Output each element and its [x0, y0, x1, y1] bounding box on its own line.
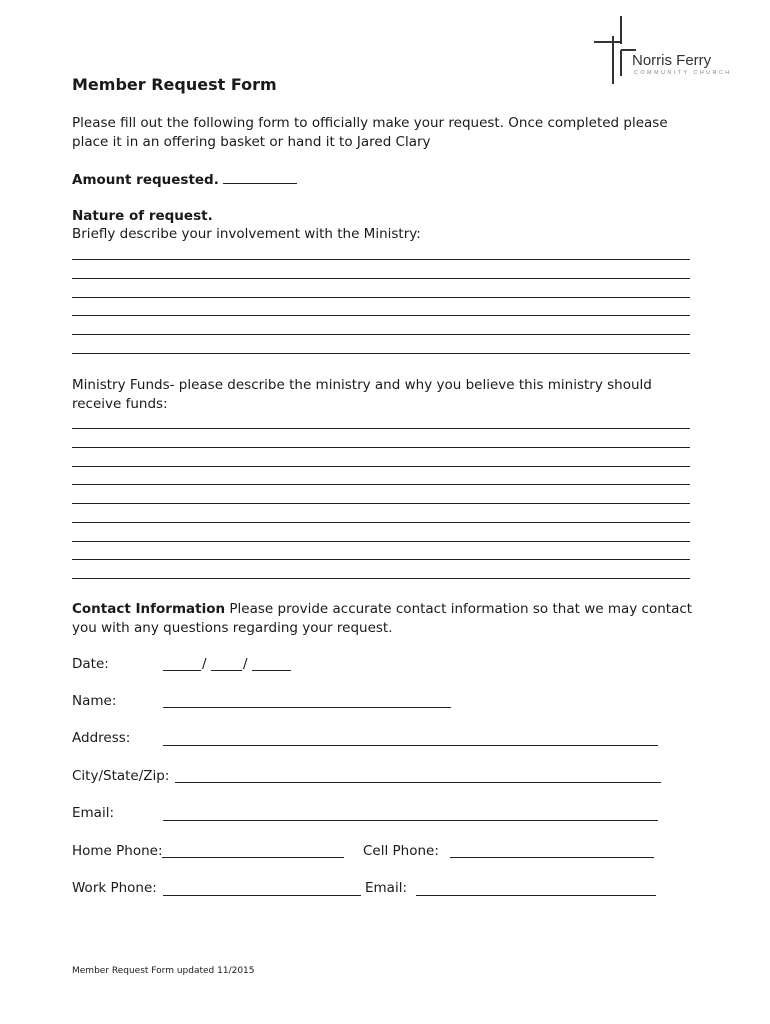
nature-line[interactable]: [72, 259, 690, 260]
name-label: Name:: [72, 693, 117, 709]
date-label: Date:: [72, 656, 109, 672]
contact-heading: Contact Information: [72, 601, 226, 617]
funds-line[interactable]: [72, 522, 690, 523]
email-secondary-field[interactable]: [416, 895, 656, 896]
form-title: Member Request Form: [72, 75, 277, 94]
date-day-field[interactable]: [211, 670, 242, 671]
date-month-field[interactable]: [163, 670, 201, 671]
home-phone-field[interactable]: [162, 857, 344, 858]
church-logo: [592, 14, 732, 88]
amount-field[interactable]: [223, 170, 297, 184]
city-state-zip-field[interactable]: [175, 782, 661, 783]
logo-name: Norris Ferry: [632, 52, 712, 69]
work-phone-label: Work Phone:: [72, 880, 157, 896]
funds-line[interactable]: [72, 484, 690, 485]
nature-line[interactable]: [72, 353, 690, 354]
cell-phone-label: Cell Phone:: [363, 843, 439, 859]
address-field[interactable]: [163, 745, 658, 746]
contact-text: Please provide accurate contact information so that we may contact you with any questions regarding your request.: [72, 601, 693, 636]
nature-line[interactable]: [72, 315, 690, 316]
amount-label: Amount requested.: [72, 172, 219, 188]
funds-line[interactable]: [72, 447, 690, 448]
footer-text: Member Request Form updated 11/2015: [72, 966, 255, 976]
contact-info: [72, 600, 702, 638]
date-separator: /: [243, 656, 248, 672]
intro-text: Please fill out the following form to officially make your request. Once completed please place it in an offering basket or hand it to Jared Clary: [72, 115, 668, 150]
work-phone-field[interactable]: [163, 895, 361, 896]
funds-line[interactable]: [72, 503, 690, 504]
email-secondary-label: Email:: [365, 880, 408, 896]
email-field[interactable]: [163, 820, 658, 821]
funds-line[interactable]: [72, 428, 690, 429]
logo-tagline: COMMUNITY CHURCH: [634, 70, 732, 76]
date-year-field[interactable]: [252, 670, 291, 671]
funds-line[interactable]: [72, 466, 690, 467]
funds-line[interactable]: [72, 541, 690, 542]
nature-prompt: Briefly describe your involvement with the Ministry:: [72, 226, 421, 242]
cell-phone-field[interactable]: [450, 857, 654, 858]
address-label: Address:: [72, 730, 131, 746]
nature-heading: Nature of request.: [72, 208, 213, 224]
funds-line[interactable]: [72, 559, 690, 560]
funds-line[interactable]: [72, 578, 690, 579]
home-phone-label: Home Phone:: [72, 843, 163, 859]
nature-line[interactable]: [72, 278, 690, 279]
amount-row: [72, 170, 702, 190]
city-state-zip-label: City/State/Zip:: [72, 768, 170, 784]
name-field[interactable]: [163, 707, 451, 708]
email-label: Email:: [72, 805, 115, 821]
nature-line[interactable]: [72, 334, 690, 335]
funds-prompt: Ministry Funds- please describe the ministry and why you believe this ministry should receive funds:: [72, 377, 652, 412]
nature-line[interactable]: [72, 297, 690, 298]
cross-icon: [592, 14, 732, 88]
date-separator: /: [202, 656, 207, 672]
